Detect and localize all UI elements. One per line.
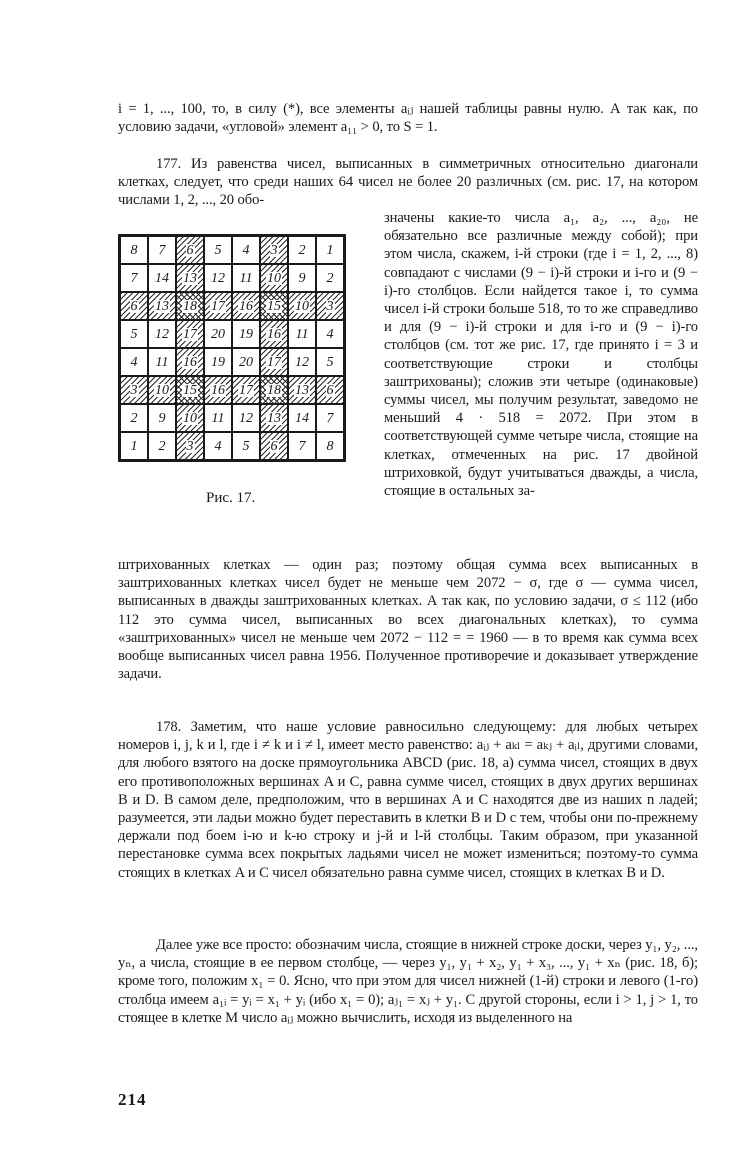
board-cell: [176, 236, 204, 264]
board-cell: [176, 376, 204, 404]
cell-value: 4: [326, 326, 334, 342]
board-grid: [118, 234, 346, 462]
board-cell: [204, 404, 232, 432]
board-cell: [316, 376, 344, 404]
paragraph-177-tail: штрихованных клетках — один раз; поэтому общая сумма всех выписанных в заштрихованных клетках чисел будет не меньше чем 2072 − σ, где σ — сумма чисел, выписанных в дважды заштрихованных клетках. А так как, по условию задачи, σ ≤ 112 (ибо 112 это сумма чисел, выписанных во всех диагональных клетках), то сумма «заштрихованных» чисел не меньше чем 2072 − 112 = = 1960 — в то время как сумма всех вообще выписанных чисел равна 1956. Полученное противоречие и доказывает утверждение задачи.: [118, 557, 698, 683]
board-cell: [204, 432, 232, 460]
cell-value: 12: [239, 410, 253, 426]
cell-value: 2: [158, 438, 166, 454]
board-cell: [232, 236, 260, 264]
cell-value: 10: [183, 410, 197, 426]
board-cell: [176, 320, 204, 348]
board-cell: [288, 320, 316, 348]
cell-value: 19: [239, 326, 253, 342]
board-cell: [260, 348, 288, 376]
cell-value: 17: [211, 298, 225, 314]
cell-value: 17: [267, 354, 281, 370]
board-cell: [316, 264, 344, 292]
board-cell: [232, 292, 260, 320]
paragraph-continuation: i = 1, ..., 100, то, в силу (*), все элементы aᵢⱼ нашей таблицы равны нулю. А так как, по условию задачи, «угловой» элемент a₁₁ > 0, то S = 1.: [118, 101, 698, 136]
board-cell: [288, 292, 316, 320]
paragraph-177-wrap: значены какие-то числа a₁, a₂, ..., a₂₀, не обязательно все различные между собой); при этом числа, скажем, i-й строки (где i = 1, 2, ..., 8) совпадают с числами (9 − i)-й строки и i-го и (9 − i)-го столбцов. Если найдется такое i, то сумма чисел i-й строки больше 518, то то же справедливо и для (9 − i)-й строки и для i-го и (9 − i)-го столбцов (см. тот же рис. 17, где принято i = 3 и соответствующие строки и столбцы заштрихованы); сложив эти четыре (одинаковые) суммы чисел, мы получим результат, заведомо не меньший 4 · 518 = 2072. При этом в соответствующей сумме четыре числа, стоящие на клетках, отмеченных на рис. 17 двойной штриховкой, будут учитываться дважды, а числа, стоящие в остальных за-: [384, 210, 698, 500]
cell-value: 17: [239, 382, 253, 398]
cell-value: 18: [267, 382, 281, 398]
cell-value: 15: [267, 298, 281, 314]
cell-value: 9: [298, 270, 306, 286]
cell-value: 11: [239, 270, 253, 286]
cell-value: 1: [326, 242, 334, 258]
cell-value: 5: [130, 326, 138, 342]
cell-value: 2: [326, 270, 334, 286]
cell-value: 16: [183, 354, 197, 370]
board-cell: [232, 432, 260, 460]
board-cell: [148, 376, 176, 404]
cell-value: 3: [326, 298, 334, 314]
cell-value: 17: [183, 326, 197, 342]
board-cell: [148, 236, 176, 264]
cell-value: 15: [183, 382, 197, 398]
board-cell: [204, 236, 232, 264]
board-cell: [288, 264, 316, 292]
cell-value: 16: [211, 382, 225, 398]
cell-value: 18: [183, 298, 197, 314]
board-cell: [120, 264, 148, 292]
cell-value: 16: [239, 298, 253, 314]
board-cell: [204, 376, 232, 404]
board-cell: [260, 292, 288, 320]
cell-value: 16: [267, 326, 281, 342]
cell-value: 6: [186, 242, 194, 258]
board-cell: [204, 320, 232, 348]
cell-value: 7: [130, 270, 138, 286]
board-cell: [288, 348, 316, 376]
board-cell: [288, 376, 316, 404]
cell-value: 7: [298, 438, 306, 454]
board-cell: [260, 404, 288, 432]
board-cell: [232, 376, 260, 404]
paragraph-178: 178. Заметим, что наше условие равносильно следующему: для любых четырех номеров i, j, k и l, где i ≠ k и i ≠ l, имеет место равенство: aᵢⱼ + aₖₗ = aₖⱼ + aᵢₗ, другими словами, для любого взятого на доске прямоугольника ABCD (рис. 18, а) сумма чисел, стоящих в двух его противоположных вершинах A и C, равна сумме чисел, стоящих в двух других вершинах B и D. В самом деле, предположим, что в вершинах A и C находятся две из наших n ладей; разумеется, эти ладьи можно будет переставить в клетки B и D с тем, чтобы они по-прежнему держали под боем i-ю и k-ю строку и j-й и l-й столбцы. Таким образом, при указанной перестановке сумма всех покрытых ладьями чисел не может измениться; поэтому-то сумма стоящих в клетках A и C чисел обязательно равна сумме чисел, стоящих в клетках B и D.: [118, 719, 698, 881]
cell-value: 7: [158, 242, 166, 258]
board-cell: [176, 348, 204, 376]
board-cell: [120, 236, 148, 264]
cell-value: 13: [183, 270, 197, 286]
board-cell: [120, 404, 148, 432]
paragraph-next: Далее уже все просто: обозначим числа, стоящие в нижней строке доски, через y₁, y₂, ..., yₙ, а числа, стоящие в ее первом столбце, — через y₁, y₁ + x₂, y₁ + x₃, ..., y₁ + xₙ (рис. 18, б); кроме того, положим x₁ = 0. Ясно, что при этом для чисел нижней (1-й) строки и левого (1-го) столбца имеем a₁ᵢ = yᵢ = x₁ + yᵢ (ибо x₁ = 0); aⱼ₁ = xⱼ + y₁. С другой стороны, если i > 1, j > 1, то стоящее в клетке M число aᵢⱼ можно вычислить, исходя из выделенного на: [118, 937, 698, 1026]
cell-value: 13: [267, 410, 281, 426]
cell-value: 10: [295, 298, 309, 314]
board-cell: [232, 348, 260, 376]
board-cell: [204, 348, 232, 376]
cell-value: 10: [267, 270, 281, 286]
figure-caption: Рис. 17.: [206, 490, 256, 506]
cell-value: 4: [130, 354, 138, 370]
cell-value: 6: [130, 298, 138, 314]
cell-value: 11: [295, 326, 309, 342]
cell-value: 10: [155, 382, 169, 398]
board-cell: [120, 432, 148, 460]
board-cell: [260, 320, 288, 348]
cell-value: 6: [326, 382, 334, 398]
cell-value: 3: [186, 438, 194, 454]
cell-value: 3: [130, 382, 138, 398]
cell-value: 6: [270, 438, 278, 454]
cell-value: 12: [155, 326, 169, 342]
cell-value: 4: [242, 242, 250, 258]
cell-value: 13: [295, 382, 309, 398]
paragraph-177-head: 177. Из равенства чисел, выписанных в симметричных относительно диагонали клетках, следует, что среди наших 64 чисел не более 20 различных (см. рис. 17, на котором числами 1, 2, ..., 20 обо-: [118, 156, 698, 209]
board-cell: [204, 264, 232, 292]
cell-value: 13: [155, 298, 169, 314]
cell-value: 5: [214, 242, 222, 258]
cell-value: 8: [326, 438, 334, 454]
board-cell: [316, 432, 344, 460]
board-cell: [120, 320, 148, 348]
board-cell: [260, 432, 288, 460]
board-cell: [288, 236, 316, 264]
board-cell: [148, 348, 176, 376]
board-cell: [316, 236, 344, 264]
page-number: 214: [118, 1090, 147, 1109]
cell-value: 5: [326, 354, 334, 370]
board-cell: [148, 404, 176, 432]
board-cell: [176, 432, 204, 460]
board-cell: [260, 376, 288, 404]
board-cell: [232, 264, 260, 292]
board-cell: [148, 320, 176, 348]
cell-value: 1: [130, 438, 138, 454]
cell-value: 9: [158, 410, 166, 426]
figure-17: [118, 234, 344, 466]
cell-value: 14: [295, 410, 309, 426]
cell-value: 2: [298, 242, 306, 258]
board-cell: [288, 432, 316, 460]
cell-value: 20: [239, 354, 253, 370]
cell-value: 7: [326, 410, 334, 426]
board-cell: [260, 264, 288, 292]
cell-value: 12: [295, 354, 309, 370]
board-cell: [176, 264, 204, 292]
cell-value: 5: [242, 438, 250, 454]
board-cell: [260, 236, 288, 264]
cell-value: 8: [130, 242, 138, 258]
board-cell: [316, 292, 344, 320]
cell-value: 4: [214, 438, 222, 454]
cell-value: 14: [155, 270, 169, 286]
board-cell: [120, 348, 148, 376]
cell-value: 11: [155, 354, 169, 370]
board-cell: [316, 320, 344, 348]
board-cell: [316, 404, 344, 432]
board-cell: [232, 320, 260, 348]
board-cell: [148, 292, 176, 320]
cell-value: 3: [270, 242, 278, 258]
board-cell: [120, 292, 148, 320]
board-cell: [288, 404, 316, 432]
cell-value: 19: [211, 354, 225, 370]
board-cell: [148, 432, 176, 460]
cell-value: 11: [211, 410, 225, 426]
board-cell: [120, 376, 148, 404]
cell-value: 2: [130, 410, 138, 426]
cell-value: 20: [211, 326, 225, 342]
board-cell: [148, 264, 176, 292]
board-cell: [176, 404, 204, 432]
cell-value: 12: [211, 270, 225, 286]
board-cell: [204, 292, 232, 320]
board-cell: [316, 348, 344, 376]
board-cell: [176, 292, 204, 320]
board-cell: [232, 404, 260, 432]
